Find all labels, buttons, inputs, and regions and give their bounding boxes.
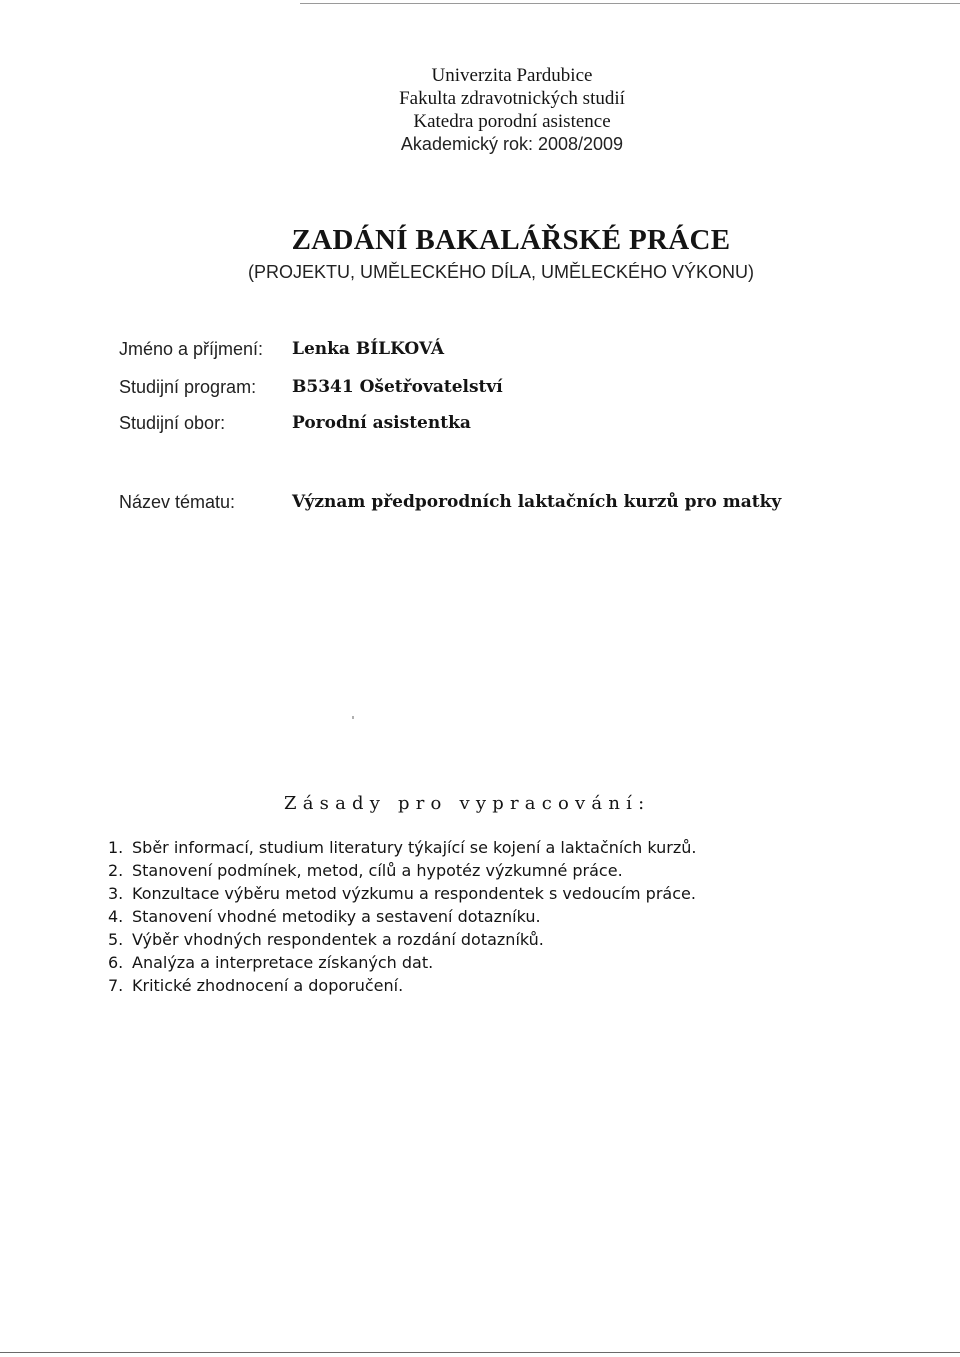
item-number: 7. — [108, 976, 124, 995]
item-text: Stanovení vhodné metodiky a sestavení dotazníku. — [132, 907, 541, 926]
list-item — [108, 836, 697, 859]
item-text: Kritické zhodnocení a doporučení. — [132, 976, 404, 995]
name-value: Lenka BÍLKOVÁ — [292, 339, 445, 359]
topic-label: Název tématu: — [119, 492, 236, 512]
item-number: 3. — [108, 884, 124, 903]
institution-header — [0, 64, 960, 156]
item-number: 4. — [108, 907, 124, 926]
principles-heading: Zásady pro vypracování: — [284, 793, 651, 814]
university-name: Univerzita Pardubice — [431, 65, 593, 86]
item-text: Analýza a interpretace získaných dat. — [132, 953, 434, 972]
list-item — [108, 928, 697, 951]
item-text: Stanovení podmínek, metod, cílů a hypotéz výzkumné práce. — [132, 861, 623, 880]
faculty-name: Fakulta zdravotnických studií — [399, 88, 625, 109]
list-item — [108, 859, 697, 882]
item-text: Konzultace výběru metod výzkumu a respondentek s vedoucím práce. — [132, 884, 696, 903]
program-value: B5341 Ošetřovatelství — [292, 377, 503, 397]
item-text: Sběr informací, studium literatury týkající se kojení a laktačních kurzů. — [132, 838, 697, 857]
specialization-value: Porodní asistentka — [292, 413, 471, 433]
item-text: Výběr vhodných respondentek a rozdání dotazníků. — [132, 930, 544, 949]
top-scan-edge — [300, 3, 960, 4]
list-item — [108, 882, 697, 905]
list-item — [108, 905, 697, 928]
scan-speck — [352, 716, 354, 719]
item-number: 1. — [108, 838, 124, 857]
principles-list — [108, 836, 697, 997]
document-subtitle: (PROJEKTU, UMĚLECKÉHO DÍLA, UMĚLECKÉHO VÝKONU) — [247, 262, 755, 282]
name-label: Jméno a příjmení: — [119, 339, 264, 359]
topic-value: Význam předporodních laktačních kurzů pro matky — [292, 492, 782, 512]
bottom-scan-edge — [0, 1352, 960, 1353]
item-number: 2. — [108, 861, 124, 880]
department-name: Katedra porodní asistence — [413, 111, 611, 132]
item-number: 6. — [108, 953, 124, 972]
document-title: ZADÁNÍ BAKALÁŘSKÉ PRÁCE — [291, 224, 731, 256]
program-label: Studijní program: — [119, 377, 257, 397]
item-number: 5. — [108, 930, 124, 949]
list-item — [108, 974, 697, 997]
academic-year: Akademický rok: 2008/2009 — [400, 134, 624, 154]
specialization-label: Studijní obor: — [119, 413, 226, 433]
list-item — [108, 951, 697, 974]
